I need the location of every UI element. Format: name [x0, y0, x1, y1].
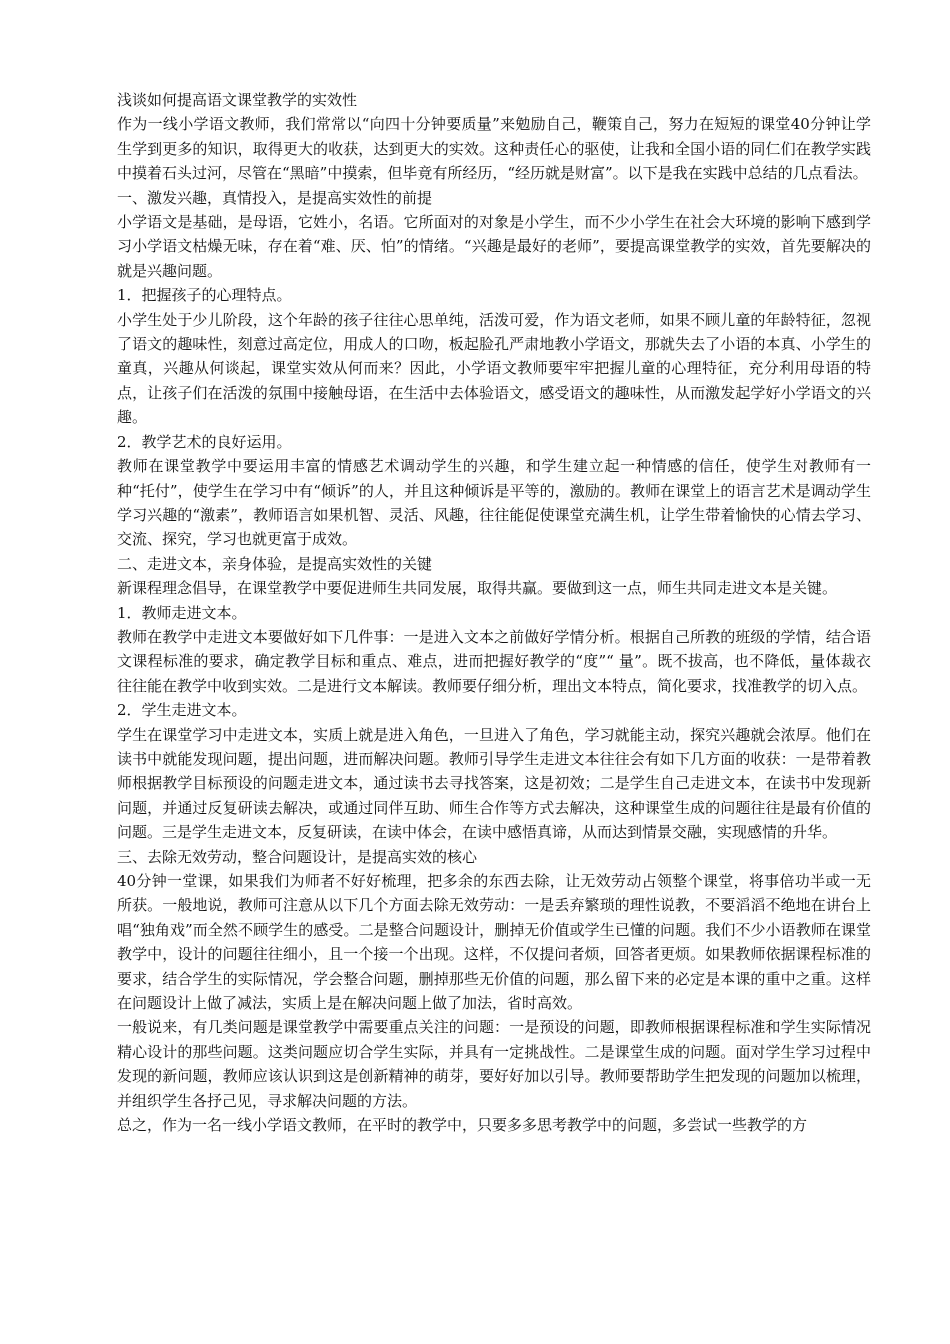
section-3-paragraph: 40分钟一堂课，如果我们为师者不好好梳理，把多余的东西去除，让无效劳动占领整个课堂，将事倍功半或一无所获。一般地说，教师可注意从以下几个方面去除无效劳动：一是丢弃繁琐的理性说教，不要滔滔不绝地在讲台上唱“独角戏”而全然不顾学生的感受。二是整合问题设计，删掉无价值或学生已懂的问题。我们不少小语教师在课堂教学中，设计的问题往往细小，且一个接一个出现。这样，不仅提问者烦，回答者更烦。如果教师依据课程标准的要求，结合学生的实际情况，学会整合问题，删掉那些无价值的问题，那么留下来的必定是本课的重中之重。这样在问题设计上做了减法，实质上是在解决问题上做了加法，省时高效。 — [117, 872, 871, 1013]
section-2-item-1-text: 教师在教学中走进文本要做好如下几件事：一是进入文本之前做好学情分析。根据自己所教的班级的学情，结合语文课程标准的要求，确定教学目标和重点、难点，进而把握好教学的“度”“ 量”。既不拔高，也不降低，量体裁衣往往能在教学中收到实效。二是进行文本解读。教师要仔细分析，理出文本特点，简化要求，找准教学的切入点。 — [117, 627, 871, 695]
section-2-item-2-text: 学生在课堂学习中走进文本，实质上就是进入角色，一旦进入了角色，学习就能主动，探究兴趣就会浓厚。他们在读书中就能发现问题，提出问题，进而解决问题。教师引导学生走进文本往往会有如下几方面的收获：一是带着教师根据教学目标预设的问题走进文本，通过读书去寻找答案，这是初效；二是学生自己走进文本，在读书中发现新问题，并通过反复研读去解决，或通过同伴互助、师生合作等方式去解决，这种课堂生成的问题往往是最有价值的问题。三是学生走进文本，反复研读，在读中体会，在读中感悟真谛，从而达到情景交融，实现感情的升华。 — [117, 725, 871, 842]
intro-paragraph: 作为一线小学语文教师，我们常常以“向四十分钟要质量”来勉励自己，鞭策自己，努力在短短的课堂40分钟让学生学到更多的知识，取得更大的收获，达到更大的实效。这种责任心的驱使，让我和全国小语的同仁们在教学实践中摸着石头过河，尽管在“黑暗”中摸索，但毕竟有所经历，“经历就是财富”。以下是我在实践中总结的几点看法。 — [117, 115, 871, 183]
document-title: 浅谈如何提高语文课堂教学的实效性 — [117, 91, 358, 109]
section-2-intro: 新课程理念倡导，在课堂教学中要促进师生共同发展，取得共赢。要做到这一点，师生共同走进文本是关键。 — [117, 579, 838, 598]
section-2-item-1-heading: 1．教师走进文本。 — [117, 603, 247, 622]
section-2-heading: 二、走进文本，亲身体验，是提高实效性的关键 — [117, 554, 433, 573]
section-1-item-2-heading: 2．教学艺术的良好运用。 — [117, 432, 292, 451]
section-1-item-1-heading: 1．把握孩子的心理特点。 — [117, 286, 292, 305]
section-1-intro: 小学语文是基础，是母语，它姓小，名语。它所面对的对象是小学生，而不少小学生在社会大环境的影响下感到学习小学语文枯燥无味，存在着“难、厌、怕”的情绪。“兴趣是最好的老师”，要提高课堂教学的实效，首先要解决的就是兴趣问题。 — [117, 213, 871, 280]
document-page — [117, 88, 871, 1137]
section-2-item-2-heading: 2．学生走进文本。 — [117, 701, 247, 720]
section-3-heading: 三、去除无效劳动，整合问题设计，是提高实效的核心 — [117, 847, 478, 866]
section-3-paragraph: 一般说来，有几类问题是课堂教学中需要重点关注的问题：一是预设的问题，即教师根据课程标准和学生实际情况精心设计的那些问题。这类问题应切合学生实际，并具有一定挑战性。二是课堂生成的问题。面对学生学习过程中发现的新问题，教师应该认识到这是创新精神的萌芽，要好好加以引导。教师要帮助学生把发现的问题加以梳理，并组织学生各抒己见，寻求解决问题的方法。 — [117, 1018, 871, 1110]
conclusion-paragraph: 总之，作为一名一线小学语文教师，在平时的教学中，只要多多思考教学中的问题，多尝试一些教学的方 — [117, 1116, 808, 1135]
section-1-heading: 一、激发兴趣，真情投入，是提高实效性的前提 — [117, 188, 433, 207]
section-1-item-1-text: 小学生处于少儿阶段，这个年龄的孩子往往心思单纯，活泼可爱，作为语文老师，如果不顾儿童的年龄特征，忽视了语文的趣味性，刻意过高定位，用成人的口吻，板起脸孔严肃地教小学语文，那就失去了小语的本真、小学生的童真，兴趣从何谈起，课堂实效从何而来？因此，小学语文教师要牢牢把握儿童的心理特征，充分利用母语的特点，让孩子们在活泼的氛围中接触母语，在生活中去体验语文，感受语文的趣味性，从而激发起学好小学语文的兴趣。 — [117, 310, 871, 427]
section-1-item-2-text: 教师在课堂教学中要运用丰富的情感艺术调动学生的兴趣，和学生建立起一种情感的信任，使学生对教师有一种“托付”，使学生在学习中有“倾诉”的人，并且这种倾诉是平等的，激励的。教师在课堂上的语言艺术是调动学生学习兴趣的“激素”，教师语言如果机智、灵活、风趣，往往能促使课堂充满生机，让学生带着愉快的心情去学习、交流、探究，学习也就更富于成效。 — [117, 457, 871, 549]
